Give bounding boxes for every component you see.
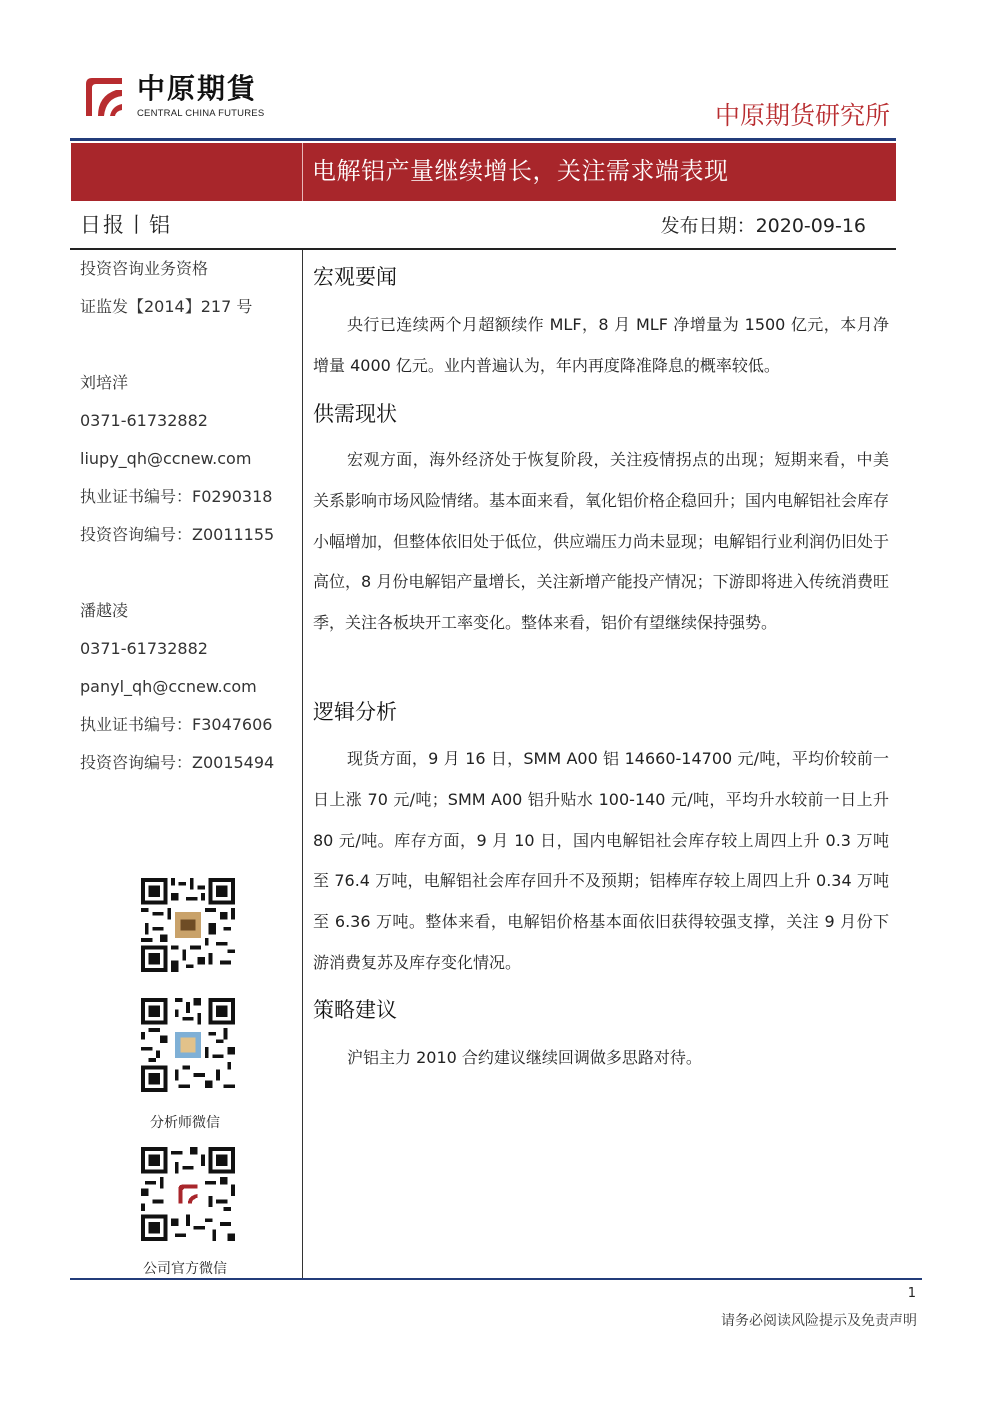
qr-code-icon <box>141 998 235 1092</box>
section-heading: 策略建议 <box>313 998 397 1022</box>
analyst-name: 刘培洋 <box>80 373 129 392</box>
section-body: 央行已连续两个月超额续作 MLF，8 月 MLF 净增量为 1500 亿元，本月净增量 4000 亿元。业内普遍认为，年内再度降准降息的概率较低。 <box>313 315 889 375</box>
analyst-name: 潘越凌 <box>80 601 129 620</box>
qualification-label: 投资咨询业务资格 <box>80 259 209 278</box>
analyst-consult-cert: 投资咨询编号：Z0011155 <box>80 525 275 544</box>
analyst-practice-cert: 执业证书编号：F3047606 <box>80 715 273 734</box>
header-divider <box>70 138 896 141</box>
section-body: 现货方面，9 月 16 日，SMM A00 铝 14660-14700 元/吨，平均价较前一日上涨 70 元/吨；SMM A00 铝升贴水 100-140 元/吨，平均升水较前一日上升 80 元/吨。库存方面，9 月 10 日，国内电解铝社会库存较上周四上升 0.3 万吨至 76.4 万吨，电解铝社会库存回升不及预期；铝棒库存较上周四上升 0.34 万吨至 6.36 万吨。整体来看，电解铝价格基本面依旧获得较强支撑，关注 9 月份下游消费复苏及库存变化情况。 <box>313 749 889 972</box>
report-title: 电解铝产量继续增长，关注需求端表现 <box>312 157 729 185</box>
footer-divider <box>70 1278 922 1280</box>
banner-column-divider <box>302 143 303 201</box>
company-logo-icon <box>82 74 126 120</box>
column-divider <box>302 250 303 1278</box>
analyst-email: panyl_qh@ccnew.com <box>80 677 257 696</box>
institute-name: 中原期货研究所 <box>714 101 890 130</box>
analyst-practice-cert: 执业证书编号：F0290318 <box>80 487 273 506</box>
meta-divider <box>70 248 896 250</box>
publish-date: 发布日期：2020-09-16 <box>660 215 866 237</box>
report-type: 日报丨铝 <box>80 213 172 237</box>
analyst-consult-cert: 投资咨询编号：Z0015494 <box>80 753 275 772</box>
section-heading: 逻辑分析 <box>313 700 397 724</box>
section-heading: 供需现状 <box>313 402 397 426</box>
logo-english-name: CENTRAL CHINA FUTURES <box>137 108 265 119</box>
analyst-phone: 0371-61732882 <box>80 411 208 430</box>
qr-analyst-caption: 分析师微信 <box>150 1115 220 1131</box>
disclaimer-notice: 请务必阅读风险提示及免责声明 <box>721 1313 917 1329</box>
qualification-number: 证监发【2014】217 号 <box>80 297 253 316</box>
qr-company-caption: 公司官方微信 <box>143 1261 227 1277</box>
page-number: 1 <box>907 1286 916 1301</box>
section-body: 宏观方面，海外经济处于恢复阶段，关注疫情拐点的出现；短期来看，中美关系影响市场风险情绪。基本面来看，氧化铝价格企稳回升；国内电解铝社会库存小幅增加，但整体依旧处于低位，供应端压力尚未显现；电解铝行业利润仍旧处于高位，8 月份电解铝产量增长，关注新增产能投产情况；下游即将进入传统消费旺季，关注各板块开工率变化。整体来看，铝价有望继续保持强势。 <box>313 450 890 633</box>
qr-code-icon <box>141 1147 235 1241</box>
section-heading: 宏观要闻 <box>313 265 397 289</box>
section-body: 沪铝主力 2010 合约建议继续回调做多思路对待。 <box>347 1048 702 1067</box>
qr-code-icon <box>141 878 235 972</box>
logo-chinese-name: 中原期貨 <box>137 72 258 105</box>
analyst-email: liupy_qh@ccnew.com <box>80 449 252 468</box>
analyst-phone: 0371-61732882 <box>80 639 208 658</box>
